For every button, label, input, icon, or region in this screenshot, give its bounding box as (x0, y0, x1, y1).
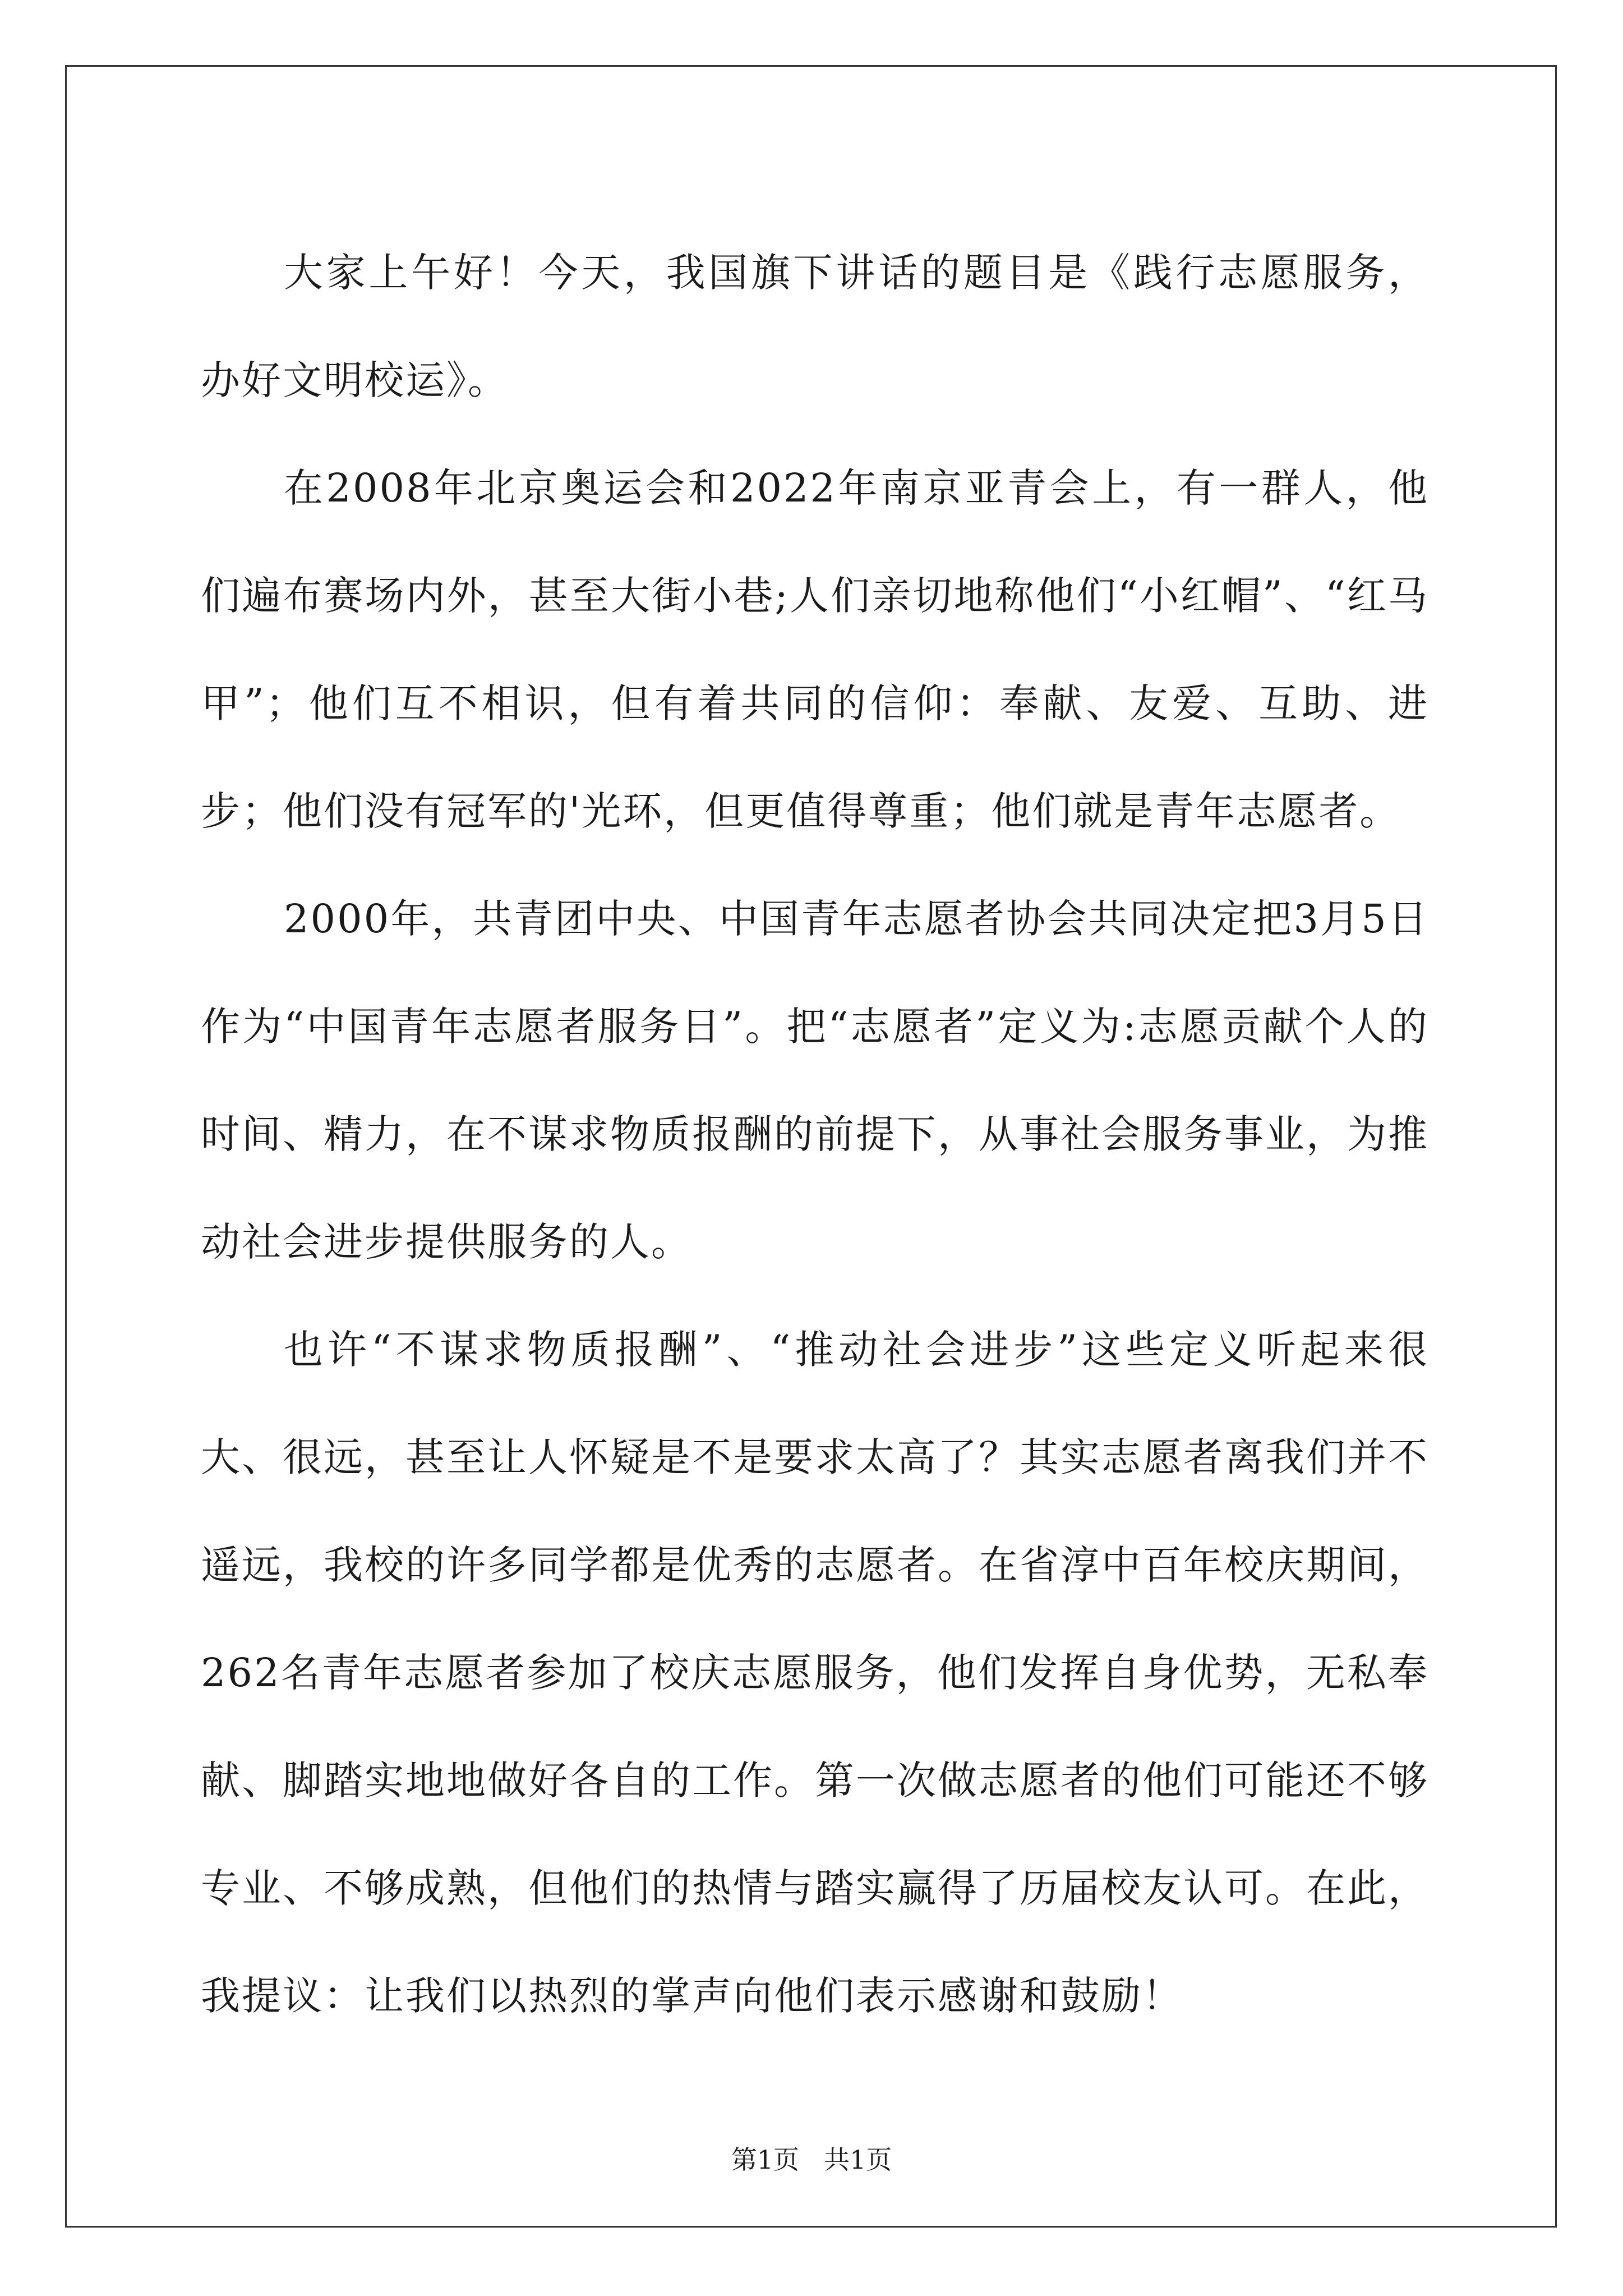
page-total: 共1页 (824, 2145, 892, 2175)
page-number: 第1页 (731, 2145, 799, 2175)
paragraph-4: 也许“不谋求物质报酬”、“推动社会进步”这些定义听起来很大、很远，甚至让人怀疑是不是要求太高了？其实志愿者离我们并不遥远，我校的许多同学都是优秀的志愿者。在省淳中百年校庆期间，262名青年志愿者参加了校庆志愿服务，他们发挥自身优势，无私奉献、脚踏实地地做好各自的工作。第一次做志愿者的他们可能还不够专业、不够成熟，但他们的热情与踏实赢得了历届校友认可。在此，我提议：让我们以热烈的掌声向他们表示感谢和鼓励！ (201, 1327, 1429, 2019)
paragraph-3: 2000年，共青团中央、中国青年志愿者协会共同决定把3月5日作为“中国青年志愿者服务日”。把“志愿者”定义为:志愿贡献个人的时间、精力，在不谋求物质报酬的前提下，从事社会服务事业，为推动社会进步提供服务的人。 (201, 896, 1429, 1265)
document-body (201, 219, 1429, 2050)
paragraph-2: 在2008年北京奥运会和2022年南京亚青会上，有一群人，他们遍布赛场内外，甚至大街小巷;人们亲切地称他们“小红帽”、“红马甲”；他们互不相识，但有着共同的信仰：奉献、友爱、互助、进步；他们没有冠军的'光环，但更值得尊重；他们就是青年志愿者。 (201, 465, 1429, 834)
paragraph-1: 大家上午好！今天，我国旗下讲话的题目是《践行志愿服务，办好文明校运》。 (201, 250, 1429, 403)
page-footer (0, 2139, 1623, 2177)
